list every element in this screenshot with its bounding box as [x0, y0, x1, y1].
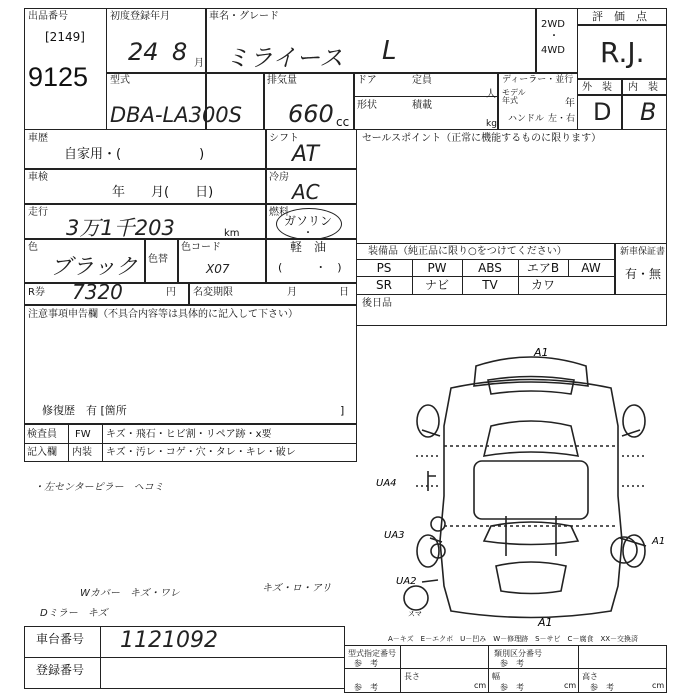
- width-unit: cm: [564, 681, 577, 690]
- chassis-value: 1121092: [120, 628, 218, 653]
- diagram-ua2: UA2: [396, 576, 417, 587]
- diagram-sm: スマ: [408, 610, 422, 618]
- remark-scratch: キズ・ロ・アリ: [262, 583, 332, 594]
- first-reg-label: 初度登録年月: [110, 11, 170, 22]
- drive-4wd: 4WD: [541, 45, 565, 56]
- diagram-ua4: UA4: [376, 478, 397, 489]
- handle-value: 左・右: [548, 114, 576, 124]
- kg-unit: kg: [486, 119, 497, 129]
- history-label: 車歴: [28, 133, 48, 144]
- damage-legend: A－キズ E－エクボ U－凹み W－修理跡 S－サビ C－腐食 XX－交換済: [388, 635, 639, 643]
- equipment-label: 装備品（純正品に限り○をつけてください）: [368, 246, 567, 257]
- recycle-value: 7320: [72, 280, 123, 304]
- drive-2wd: 2WD: [541, 19, 565, 30]
- diagram-ua3: UA3: [384, 530, 405, 541]
- color-swap-label: 色替: [148, 254, 168, 265]
- equip-leather: カワ: [530, 278, 555, 292]
- cc-unit: cc: [336, 115, 350, 129]
- door-label: ドア: [357, 75, 377, 86]
- name-change-label: 名変期限: [193, 287, 233, 298]
- equip-navi: ナビ: [424, 278, 449, 292]
- year-unit: 年: [565, 98, 575, 109]
- model-code: DBA-LA300S: [110, 103, 242, 127]
- ref-5: 参 考: [590, 683, 614, 692]
- name-change-day: 日: [339, 287, 349, 298]
- lot-number: 9125: [28, 62, 89, 92]
- warranty-label: 新車保証書: [620, 247, 666, 257]
- ref-2: 参 考: [500, 659, 524, 668]
- diagram-a1-top: A1: [534, 346, 549, 359]
- car-grade: L: [382, 36, 397, 66]
- load-label: 積載: [412, 100, 432, 111]
- notes-label: 注意事項申告欄（不具合内容等は具体的に記入して下さい）: [28, 309, 298, 320]
- first-reg-month: 8: [172, 38, 188, 66]
- name-grade-label: 車名・グレード: [209, 11, 279, 22]
- equip-pw: PW: [427, 261, 447, 275]
- ref-3: 参 考: [354, 683, 378, 692]
- ac-value: AC: [292, 180, 320, 204]
- mileage-unit: km: [224, 228, 240, 239]
- aftermarket-box: [356, 294, 667, 326]
- fw-text: キズ・飛石・ヒビ割・リペア跡・x要: [106, 429, 272, 440]
- lot-number-label: 出品番号: [28, 11, 68, 22]
- grade-box-label: 評 価 点: [592, 10, 647, 23]
- interior-score: B: [640, 98, 657, 126]
- class-label: 類別区分番号: [494, 649, 542, 658]
- inspector-label-1: 検査員: [27, 429, 57, 440]
- sales-point-box: [356, 129, 667, 244]
- remark-dmirror: Dミラー キズ: [40, 608, 108, 619]
- handle-label: ハンドル: [508, 114, 545, 124]
- mileage-label: 走行: [28, 207, 48, 218]
- displacement-label: 排気量: [267, 75, 297, 86]
- recycle-unit: 円: [166, 287, 176, 298]
- car-damage-diagram: [356, 326, 680, 644]
- color-code-value: X07: [206, 262, 230, 276]
- fuel-label: 燃料: [269, 207, 289, 218]
- fuel-dot: ・: [303, 228, 313, 239]
- history-value: 自家用・( ): [64, 147, 205, 162]
- equip-abs: ABS: [478, 261, 502, 275]
- exterior-score: D: [593, 98, 612, 126]
- dealer-label: ディーラー・並行: [502, 75, 574, 85]
- remark-pillar: ・左センターピラー ヘコミ: [34, 482, 164, 493]
- interior-label: 内 装: [628, 82, 658, 93]
- equip-ps: PS: [376, 261, 392, 275]
- car-name: ミライース: [225, 44, 344, 72]
- equip-sr: SR: [376, 278, 392, 292]
- name-change-month: 月: [287, 287, 297, 298]
- inspection-label: 車検: [28, 172, 48, 183]
- capacity-label: 定員: [412, 75, 432, 86]
- shift-value: AT: [292, 142, 319, 167]
- overall-score: R.J.: [600, 36, 645, 69]
- length-unit: cm: [474, 681, 487, 690]
- ref-1: 参 考: [354, 659, 378, 668]
- color-code-label: 色コード: [181, 242, 221, 253]
- shape-label: 形状: [357, 100, 377, 111]
- model-spec-label: 型式指定番号: [348, 649, 396, 658]
- mileage-value: 3万1千203: [66, 216, 175, 240]
- fuel-selected: ガソリン: [284, 214, 333, 228]
- length-label: 長さ: [404, 672, 420, 681]
- sales-point-label: セールスポイント（正常に機能するものに限ります）: [362, 133, 602, 144]
- shift-label: シフト: [269, 133, 299, 144]
- chassis-label: 車台番号: [36, 632, 85, 646]
- recycle-label: R券: [28, 287, 45, 298]
- repair-history-close: ]: [340, 404, 345, 417]
- lot-sub-number: [2149]: [45, 30, 85, 44]
- aftermarket-label: 後日品: [362, 298, 392, 309]
- height-unit: cm: [652, 681, 665, 690]
- interior-check-text: キズ・汚レ・コゲ・穴・タレ・キレ・破レ: [106, 447, 296, 458]
- interior-check-label: 内装: [72, 447, 92, 458]
- displacement-value: 660: [288, 100, 334, 128]
- equip-aw: AW: [581, 261, 601, 275]
- equip-airbag: エアB: [526, 261, 560, 275]
- drive-dot: ・: [549, 31, 559, 42]
- equip-tv: TV: [482, 278, 498, 292]
- fuel-other: 軽 油: [290, 240, 327, 254]
- color-label: 色: [28, 242, 38, 253]
- inspector-label-2: 記入欄: [27, 447, 57, 458]
- fw-label: FW: [75, 429, 91, 440]
- repair-history-label: 修復歴 有 [箇所: [42, 404, 127, 417]
- width-label: 幅: [492, 672, 500, 681]
- diagram-a1-right: A1: [652, 536, 666, 547]
- color-value: ブラック: [50, 255, 138, 280]
- warranty-value: 有・無: [625, 267, 662, 281]
- month-unit: 月: [194, 58, 204, 69]
- fuel-blank: ( ・ ): [278, 261, 342, 274]
- diagram-a1-bottom: A1: [538, 616, 553, 629]
- registration-label: 登録番号: [36, 663, 85, 677]
- first-reg-year: 24: [128, 38, 159, 66]
- inspection-value: 年 月( 日): [112, 185, 214, 200]
- ac-label: 冷房: [269, 172, 289, 183]
- height-label: 高さ: [582, 672, 598, 681]
- exterior-label: 外 装: [582, 82, 612, 93]
- person-unit: 人: [486, 89, 496, 100]
- remark-wcover: Wカバー キズ・ワレ: [80, 588, 180, 599]
- model-label: 型式: [110, 75, 130, 86]
- ref-4: 参 考: [500, 683, 524, 692]
- model-year-label: モデル 年式: [502, 88, 526, 105]
